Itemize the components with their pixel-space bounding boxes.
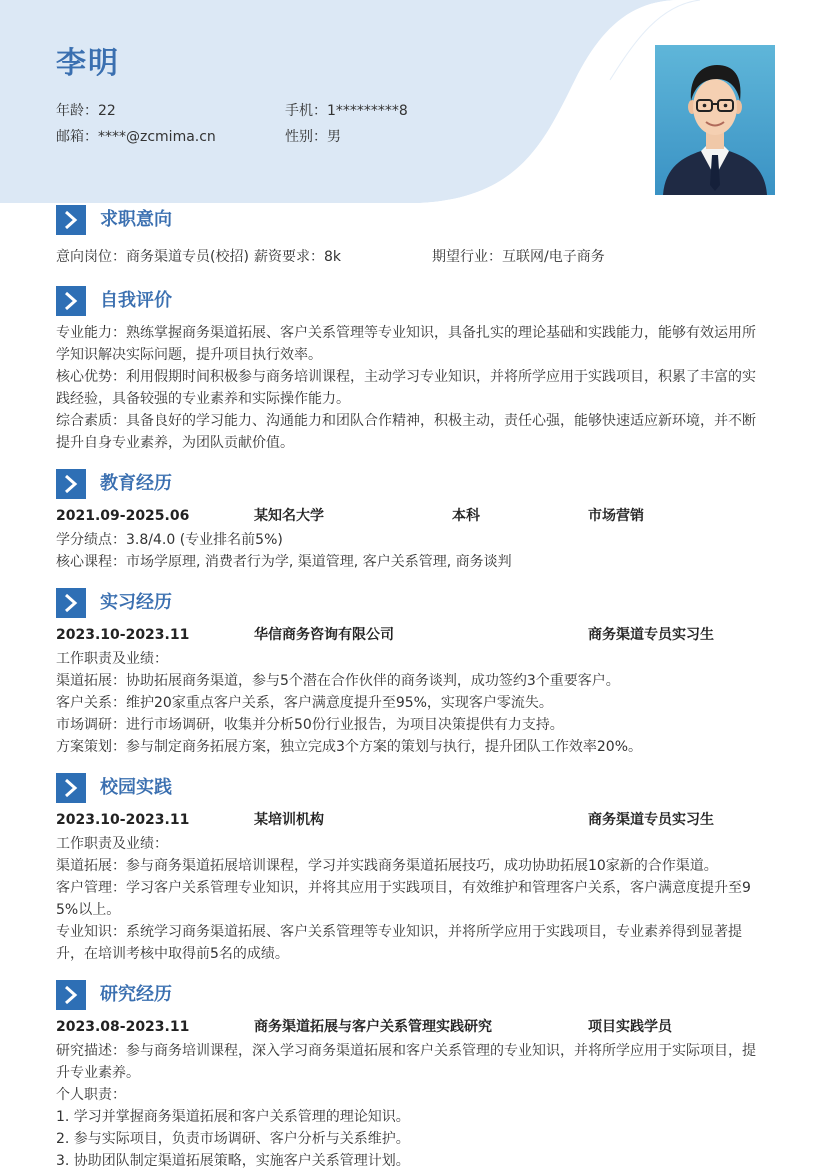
- section-campus-practice: [56, 773, 766, 965]
- text-line: 渠道拓展：参与商务渠道拓展培训课程，学习并实践商务渠道拓展技巧，成功协助拓展10家新的合作渠道。: [56, 858, 718, 874]
- section-header: [56, 980, 766, 1010]
- chevron-right-icon: [56, 286, 86, 316]
- text-line: 综合素质：具备良好的学习能力、沟通能力和团队合作精神，积极主动，责任心强，能够快速适应新环境，并不断: [56, 413, 756, 429]
- phone-field: 手机：1*********8: [285, 103, 408, 119]
- entry-date: 2023.10-2023.11: [56, 812, 190, 828]
- text-line: 3. 协助团队制定渠道拓展策略，实施客户关系管理计划。: [56, 1153, 410, 1169]
- entry-date: 2021.09-2025.06: [56, 508, 190, 524]
- entry-date: 2023.10-2023.11: [56, 627, 190, 643]
- text-line: 5%以上。: [56, 902, 121, 918]
- text-line: 工作职责及业绩：: [56, 836, 168, 852]
- organization-name: 某培训机构: [254, 812, 324, 828]
- section-title: 自我评价: [100, 290, 172, 311]
- section-title: 校园实践: [100, 777, 172, 798]
- section-header: [56, 773, 766, 803]
- candidate-name: 李明: [56, 46, 120, 81]
- text-line: 践经验，具备较强的专业素养和实际操作能力。: [56, 391, 350, 407]
- project-name: 商务渠道拓展与客户关系管理实践研究: [254, 1019, 492, 1035]
- section-title: 教育经历: [100, 473, 172, 494]
- section-education: [56, 469, 766, 573]
- text-line: 提升自身专业素养，为团队贡献价值。: [56, 435, 294, 451]
- text-line: 个人职责：: [56, 1087, 126, 1103]
- text-line: 核心课程：市场学原理, 消费者行为学, 渠道管理, 客户关系管理, 商务谈判: [56, 554, 512, 570]
- chevron-right-icon: [56, 205, 86, 235]
- job-role: 商务渠道专员实习生: [588, 812, 714, 828]
- degree: 本科: [452, 508, 480, 524]
- email-field: 邮箱：****@zcmima.cn: [56, 129, 216, 145]
- text-line: 2. 参与实际项目，负责市场调研、客户分析与关系维护。: [56, 1131, 410, 1147]
- text-line: 渠道拓展：协助拓展商务渠道，参与5个潜在合作伙伴的商务谈判，成功签约3个重要客户。: [56, 673, 620, 689]
- age-field: 年龄：22: [56, 103, 116, 119]
- section-internship: [56, 588, 766, 758]
- text-line: 研究描述：参与商务培训课程，深入学习商务渠道拓展和客户关系管理的专业知识，并将所学应用于实际项目，提: [56, 1043, 756, 1059]
- section-job-intent: [56, 205, 766, 268]
- entry-header: [56, 809, 766, 831]
- chevron-right-icon: [56, 773, 86, 803]
- section-self-evaluation: [56, 286, 766, 454]
- section-title: 求职意向: [100, 209, 172, 230]
- text-line: 市场调研：进行市场调研，收集并分析50份行业报告，为项目决策提供有力支持。: [56, 717, 564, 733]
- text-line: 升专业素养。: [56, 1065, 140, 1081]
- expected-industry: 期望行业：互联网/电子商务: [432, 249, 605, 265]
- chevron-right-icon: [56, 469, 86, 499]
- major: 市场营销: [588, 508, 644, 524]
- text-line: 方案策划：参与制定商务拓展方案，独立完成3个方案的策划与执行，提升团队工作效率20%。: [56, 739, 643, 755]
- text-line: 核心优势：利用假期时间积极参与商务培训课程，主动学习专业知识，并将所学应用于实践项目，积累了丰富的实: [56, 369, 756, 385]
- entry-header: [56, 1016, 766, 1038]
- entry-header: [56, 624, 766, 646]
- chevron-right-icon: [56, 980, 86, 1010]
- text-line: 客户关系：维护20家重点客户关系，客户满意度提升至95%，实现客户零流失。: [56, 695, 553, 711]
- section-title: 研究经历: [100, 984, 172, 1005]
- profile-photo: [655, 45, 775, 195]
- intended-position: 意向岗位：商务渠道专员(校招): [56, 249, 249, 265]
- section-header: [56, 286, 766, 316]
- section-title: 实习经历: [100, 592, 172, 613]
- section-header: [56, 205, 766, 235]
- text-line: 1. 学习并掌握商务渠道拓展和客户关系管理的理论知识。: [56, 1109, 410, 1125]
- project-role: 项目实践学员: [588, 1019, 672, 1035]
- text-line: 学分绩点：3.8/4.0 (专业排名前5%): [56, 532, 283, 548]
- section-header: [56, 469, 766, 499]
- chevron-right-icon: [56, 588, 86, 618]
- entry-date: 2023.08-2023.11: [56, 1019, 190, 1035]
- text-line: 客户管理：学习客户关系管理专业知识，并将其应用于实践项目，有效维护和管理客户关系，客户满意度提升至9: [56, 880, 751, 896]
- text-line: 专业能力：熟练掌握商务渠道拓展、客户关系管理等专业知识，具备扎实的理论基础和实践能力，能够有效运用所: [56, 325, 756, 341]
- entry-header: [56, 505, 766, 527]
- company-name: 华信商务咨询有限公司: [254, 627, 394, 643]
- section-header: [56, 588, 766, 618]
- text-line: 学知识解决实际问题，提升项目执行效率。: [56, 347, 322, 363]
- section-research: [56, 980, 766, 1172]
- job-role: 商务渠道专员实习生: [588, 627, 714, 643]
- text-line: 升，在培训考核中取得前5名的成绩。: [56, 946, 289, 962]
- school-name: 某知名大学: [254, 508, 324, 524]
- text-line: 工作职责及业绩：: [56, 651, 168, 667]
- expected-salary: 薪资要求：8k: [254, 249, 342, 265]
- text-line: 专业知识：系统学习商务渠道拓展、客户关系管理等专业知识，并将所学应用于实践项目，专业素养得到显著提: [56, 924, 742, 940]
- gender-field: 性别：男: [285, 129, 341, 145]
